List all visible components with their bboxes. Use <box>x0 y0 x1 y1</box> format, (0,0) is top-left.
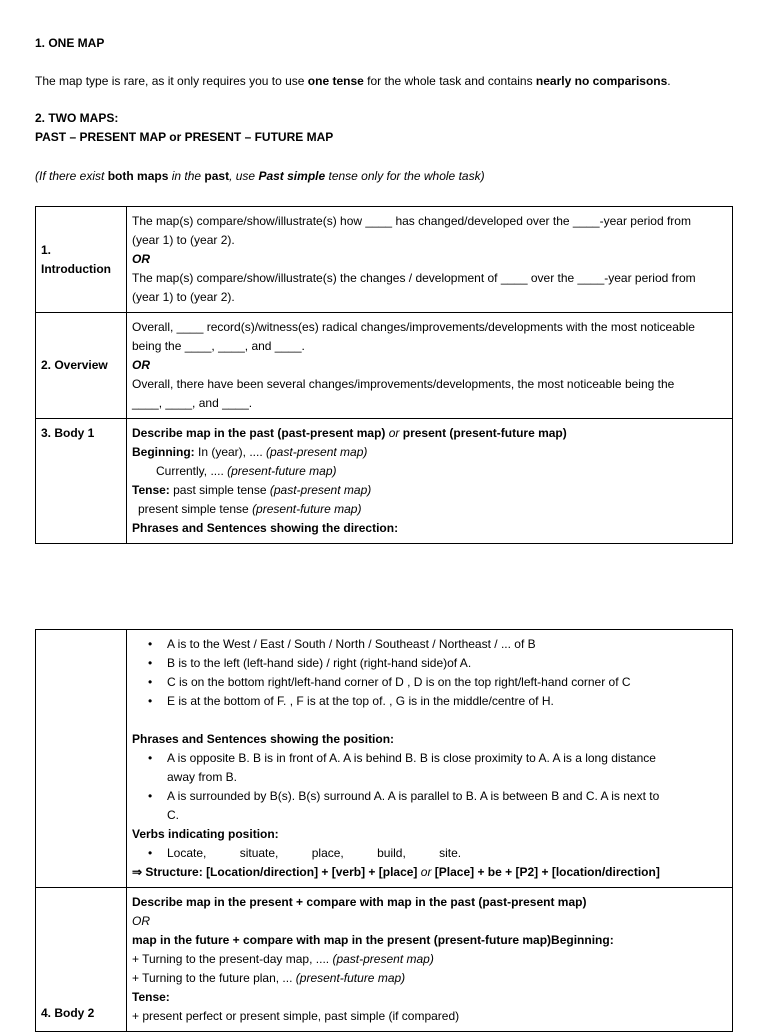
table-row-body1 <box>36 419 733 544</box>
body2-line-5: + Turning to the future plan, ... (present-future map) <box>132 971 406 985</box>
body2-line-3: map in the future + compare with map in the present (present-future map)Beginning: <box>132 933 614 947</box>
body2-content <box>127 888 733 1032</box>
body2-label: 4. Body 2 <box>36 888 127 1032</box>
body1-line-3: Currently, .... (present-future map) <box>156 464 337 478</box>
body1-content <box>127 419 733 544</box>
intro-line-2: (year 1) to (year 2). <box>132 233 235 247</box>
body1-line-1: Describe map in the past (past-present map) or present (present-future map) <box>132 426 567 440</box>
past-tense-note: (If there exist both maps in the past, use Past simple tense only for the whole task) <box>35 169 485 183</box>
body1-label: 3. Body 1 <box>36 419 127 544</box>
intro-or: OR <box>132 252 150 266</box>
one-map-description: The map type is rare, as it only requires you to use one tense for the whole task and contains nearly no comparisons. <box>35 74 671 88</box>
list-item: • A is surrounded by B(s). B(s) surround A. A is parallel to B. A is between B and C. A is next to C. <box>132 787 727 825</box>
verbs-list <box>132 844 727 863</box>
body2-line-7: + present perfect or present simple, past simple (if compared) <box>132 1009 460 1023</box>
intro-line-1: The map(s) compare/show/illustrate(s) how ____ has changed/developed over the ____-year period from <box>132 214 691 228</box>
list-item: • C is on the bottom right/left-hand corner of D , D is on the top right/left-hand corner of C <box>132 673 727 692</box>
structure-table-2 <box>35 629 733 1032</box>
list-item: • Locate, situate, place, build, site. <box>132 844 727 863</box>
overview-or: OR <box>132 358 150 372</box>
body1-continued-label <box>36 630 127 888</box>
heading-two-maps: 2. TWO MAPS: <box>35 111 119 125</box>
overview-content <box>127 313 733 419</box>
body2-line-2: OR <box>132 914 150 928</box>
verbs-heading: Verbs indicating position: <box>132 827 279 841</box>
direction-list <box>132 635 727 711</box>
list-item: • B is to the left (left-hand side) / right (right-hand side)of A. <box>132 654 727 673</box>
overview-label: 2. Overview <box>36 313 127 419</box>
body2-line-1: Describe map in the present + compare with map in the past (past-present map) <box>132 895 587 909</box>
body1-continued-content <box>127 630 733 888</box>
heading-two-maps-subtitle: PAST – PRESENT MAP or PRESENT – FUTURE MAP <box>35 130 334 144</box>
intro-line-5: (year 1) to (year 2). <box>132 290 235 304</box>
table-row-overview <box>36 313 733 419</box>
structure-table-1 <box>35 206 733 544</box>
overview-line-1: Overall, ____ record(s)/witness(es) radical changes/improvements/developments with the most noticeable <box>132 320 695 334</box>
body1-line-6: Phrases and Sentences showing the direction: <box>132 521 399 535</box>
introduction-content <box>127 207 733 313</box>
list-item: • A is opposite B. B is in front of A. A is behind B. B is close proximity to A. A is a long distance away from B. <box>132 749 727 787</box>
body2-line-4: + Turning to the present-day map, .... (past-present map) <box>132 952 434 966</box>
overview-line-2: being the ____, ____, and ____. <box>132 339 305 353</box>
structure-formula: ⇒ Structure: [Location/direction] + [verb] + [place] or [Place] + be + [P2] + [location/direction] <box>132 865 660 879</box>
heading-one-map: 1. ONE MAP <box>35 36 105 50</box>
table-row-body1-continued <box>36 630 733 888</box>
intro-line-4: The map(s) compare/show/illustrate(s) the changes / development of ____ over the ____-year period from <box>132 271 696 285</box>
table-row-introduction <box>36 207 733 313</box>
list-item: • A is to the West / East / South / North / Southeast / Northeast / ... of B <box>132 635 727 654</box>
body2-line-6: Tense: <box>132 990 170 1004</box>
body1-line-2: Beginning: In (year), .... (past-present map) <box>132 445 368 459</box>
body1-line-4: Tense: past simple tense (past-present map) <box>132 483 372 497</box>
position-heading: Phrases and Sentences showing the position: <box>132 732 395 746</box>
overview-line-5: ____, ____, and ____. <box>132 396 253 410</box>
body1-line-5: present simple tense (present-future map) <box>138 502 362 516</box>
position-list <box>132 749 727 825</box>
overview-line-4: Overall, there have been several changes/improvements/developments, the most noticeable being the <box>132 377 675 391</box>
introduction-label: 1. Introduction <box>36 207 127 313</box>
list-item: • E is at the bottom of F. , F is at the top of. , G is in the middle/centre of H. <box>132 692 727 711</box>
table-row-body2 <box>36 888 733 1032</box>
